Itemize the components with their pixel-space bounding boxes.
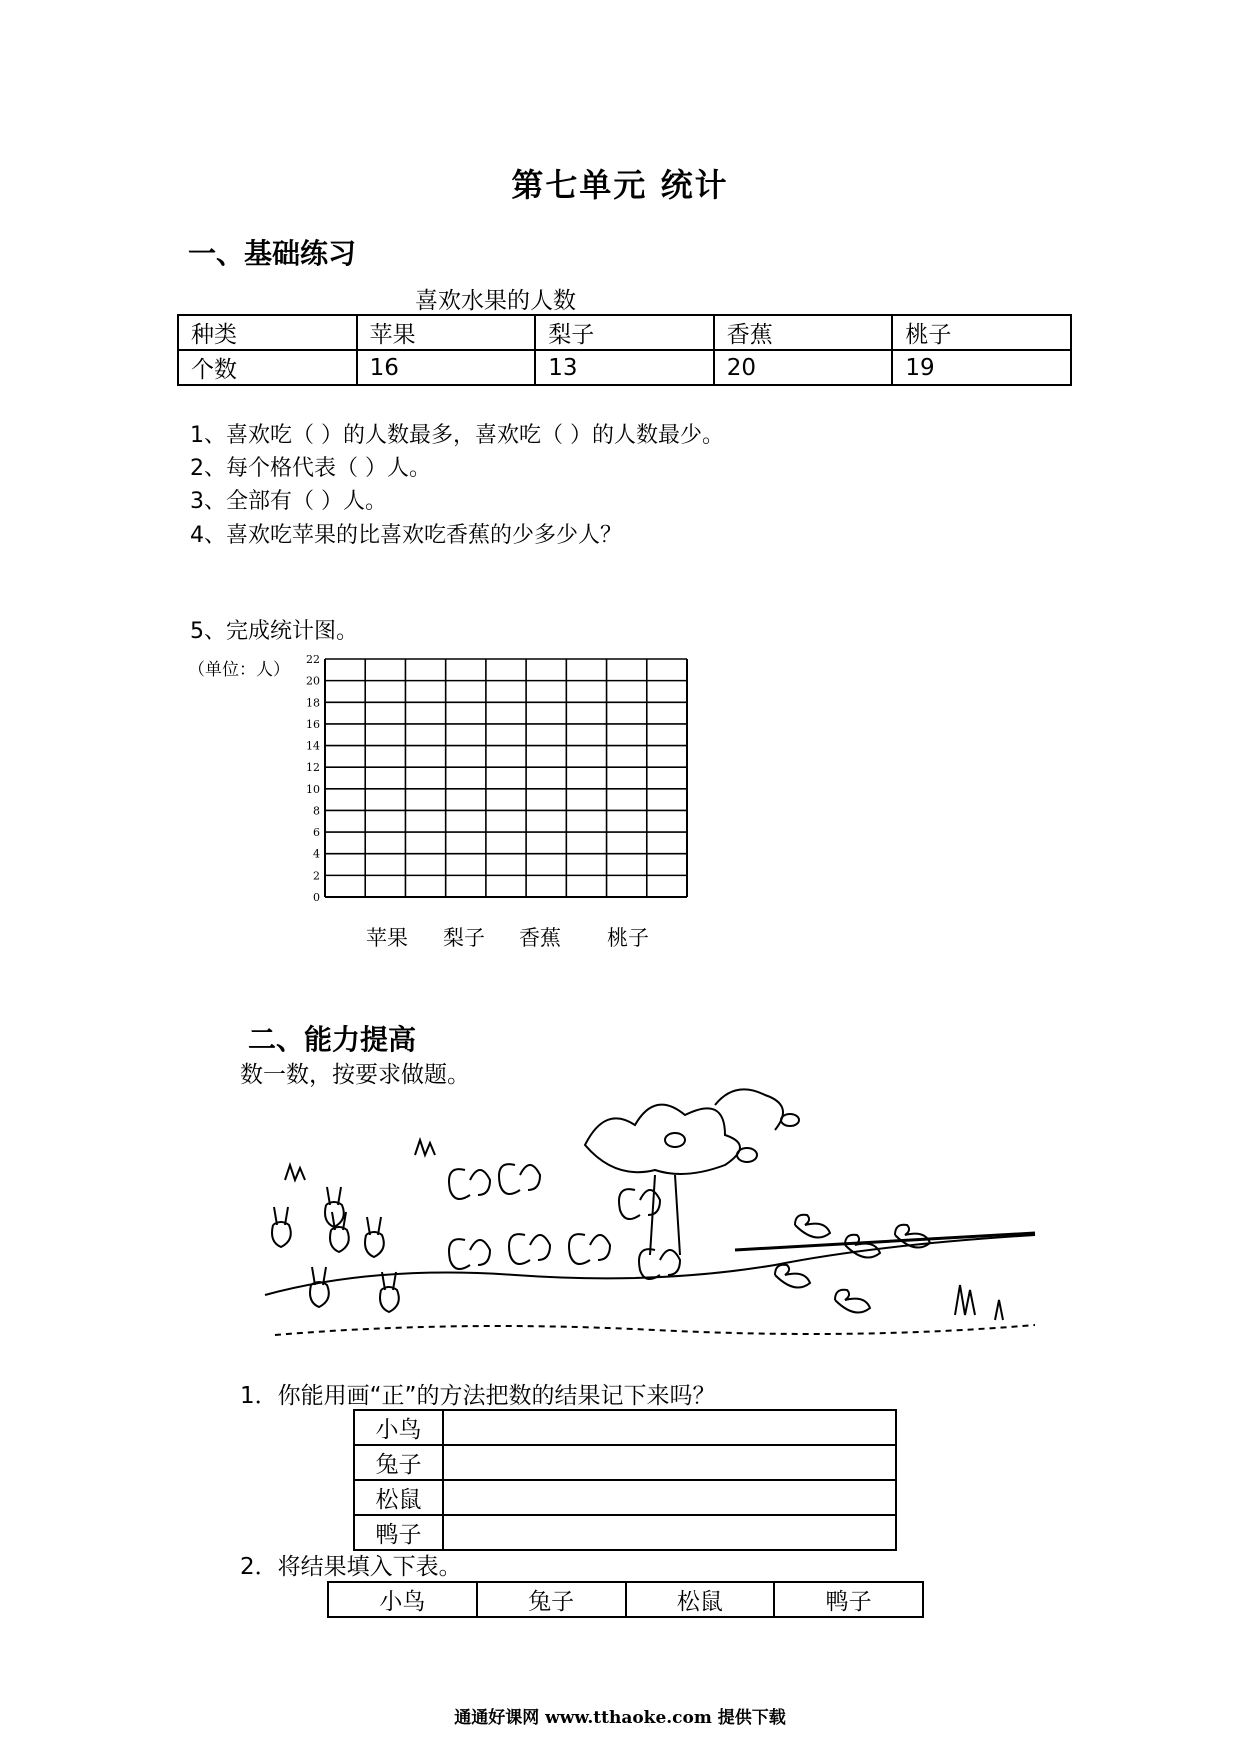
table-cell: 梨子 — [535, 315, 714, 350]
table-cell: 香蕉 — [714, 315, 893, 350]
chart-unit-label: （单位：人） — [188, 660, 290, 680]
question-tally: 1．你能用画“正”的方法把数的结果记下来吗？ — [240, 1383, 716, 1409]
table-cell: 小鸟 — [328, 1582, 477, 1617]
table-cell: 19 — [892, 350, 1071, 385]
question-fill-table: 2．将结果填入下表。 — [240, 1554, 462, 1580]
table-cell: 松鼠 — [626, 1582, 775, 1617]
question-2: 2、每个格代表（ ）人。 — [190, 456, 431, 481]
table-row — [354, 1480, 896, 1515]
table-row — [354, 1410, 896, 1445]
y-tick-label: 6 — [313, 826, 320, 840]
table-row — [354, 1515, 896, 1550]
table-row — [178, 350, 1071, 385]
table-cell: 苹果 — [357, 315, 536, 350]
table-cell: 种类 — [178, 315, 357, 350]
table-cell: 16 — [357, 350, 536, 385]
section-1-heading: 一、基础练习 — [188, 237, 357, 270]
footer-credit: 通通好课网 www.tthaoke.com 提供下载 — [454, 1708, 786, 1728]
question-5: 5、完成统计图。 — [190, 619, 358, 644]
table-cell: 兔子 — [354, 1445, 443, 1480]
chart-category-label: 香蕉 — [519, 926, 561, 950]
tally-answer-cell[interactable] — [443, 1445, 896, 1480]
table-row — [354, 1445, 896, 1480]
y-tick-label: 12 — [306, 761, 320, 775]
chart-category-label: 梨子 — [443, 926, 485, 950]
question-4: 4、喜欢吃苹果的比喜欢吃香蕉的少多少人？ — [190, 523, 622, 548]
table-cell: 桃子 — [892, 315, 1071, 350]
y-tick-label: 0 — [313, 891, 320, 904]
section-2-heading: 二、能力提高 — [248, 1023, 417, 1056]
y-tick-label: 16 — [306, 717, 320, 731]
tally-answer-cell[interactable] — [443, 1410, 896, 1445]
table-cell: 鸭子 — [354, 1515, 443, 1550]
table-cell: 13 — [535, 350, 714, 385]
animal-scene-illustration — [255, 1085, 1045, 1370]
table-row — [328, 1582, 923, 1617]
y-tick-label: 14 — [306, 739, 320, 753]
tally-answer-cell[interactable] — [443, 1515, 896, 1550]
chart-category-label: 桃子 — [607, 926, 649, 950]
question-1: 1、喜欢吃（ ）的人数最多，喜欢吃（ ）的人数最少。 — [190, 423, 724, 448]
y-tick-label: 22 — [306, 653, 320, 666]
table-cell: 20 — [714, 350, 893, 385]
tally-answer-cell[interactable] — [443, 1480, 896, 1515]
section-2-intro: 数一数，按要求做题。 — [240, 1062, 470, 1088]
question-3: 3、全部有（ ）人。 — [190, 489, 387, 514]
chart-category-label: 苹果 — [366, 926, 408, 950]
page-title: 第七单元 统计 — [511, 166, 729, 204]
fruit-table-caption: 喜欢水果的人数 — [415, 288, 576, 314]
result-table — [327, 1581, 924, 1618]
y-tick-label: 2 — [313, 869, 320, 883]
table-cell: 松鼠 — [354, 1480, 443, 1515]
table-row — [178, 315, 1071, 350]
table-cell: 兔子 — [477, 1582, 626, 1617]
table-cell: 小鸟 — [354, 1410, 443, 1445]
y-tick-label: 8 — [313, 804, 320, 818]
y-tick-label: 10 — [306, 782, 320, 796]
statistics-chart-grid — [290, 652, 700, 912]
y-tick-label: 18 — [306, 696, 320, 710]
fruit-table — [177, 314, 1072, 386]
table-cell: 个数 — [178, 350, 357, 385]
y-tick-label: 4 — [313, 847, 320, 861]
table-cell: 鸭子 — [774, 1582, 923, 1617]
tally-table — [353, 1409, 897, 1551]
y-tick-label: 20 — [306, 674, 320, 688]
